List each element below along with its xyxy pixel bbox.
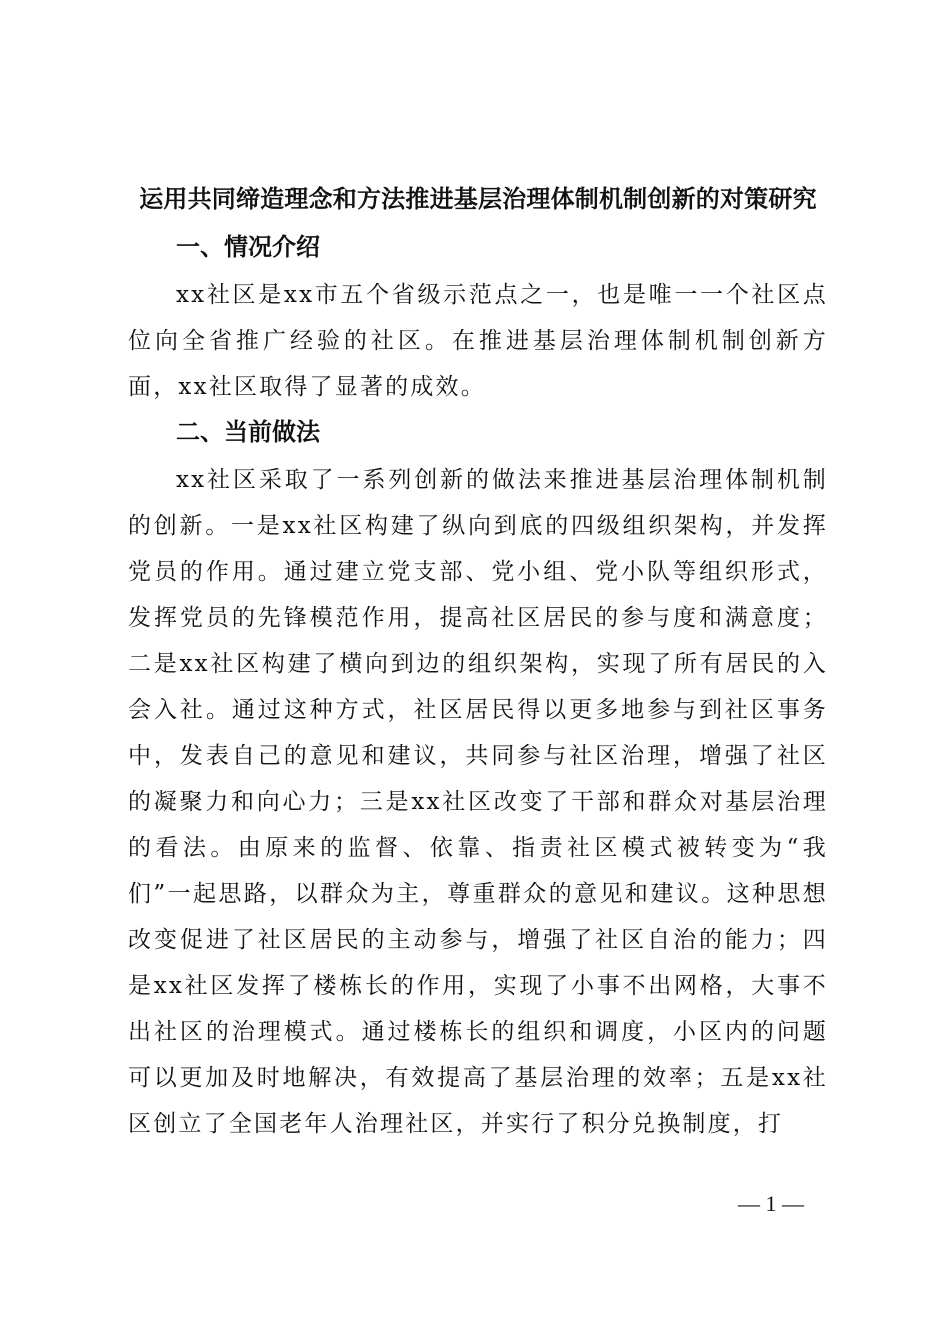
section-paragraph-current-practices: xx社区采取了一系列创新的做法来推进基层治理体制机制的创新。一是xx社区构建了纵向到底的四级组织架构，并发挥党员的作用。通过建立党支部、党小组、党小队等组织形式，发挥党员的先锋模范作用，提高社区居民的参与度和满意度；二是xx社区构建了横向到边的组织架构，实现了所有居民的入会入社。通过这种方式，社区居民得以更多地参与到社区事务中，发表自己的意见和建议，共同参与社区治理，增强了社区的凝聚力和向心力；三是xx社区改变了干部和群众对基层治理的看法。由原来的监督、依靠、指责社区模式被转变为“我们”一起思路，以群众为主，尊重群众的意见和建议。这种思想改变促进了社区居民的主动参与，增强了社区自治的能力；四是xx社区发挥了楼栋长的作用，实现了小事不出网格，大事不出社区的治理模式。通过楼栋长的组织和调度，小区内的问题可以更加及时地解决，有效提高了基层治理的效率；五是xx社区创立了全国老年人治理社区，并实行了积分兑换制度，打 bbox=[128, 467, 828, 1137]
document-title: 运用共同缔造理念和方法推进基层治理体制机制创新的对策研究 bbox=[139, 184, 817, 213]
page-number: — 1 — bbox=[738, 1191, 804, 1216]
section-heading-current-practices: 二、当前做法 bbox=[176, 418, 320, 446]
section-heading-introduction: 一、情况介绍 bbox=[176, 233, 320, 261]
section-paragraph-introduction: xx社区是xx市五个省级示范点之一，也是唯一一个社区点位向全省推广经验的社区。在推进基层治理体制机制创新方面，xx社区取得了显著的成效。 bbox=[128, 282, 828, 400]
